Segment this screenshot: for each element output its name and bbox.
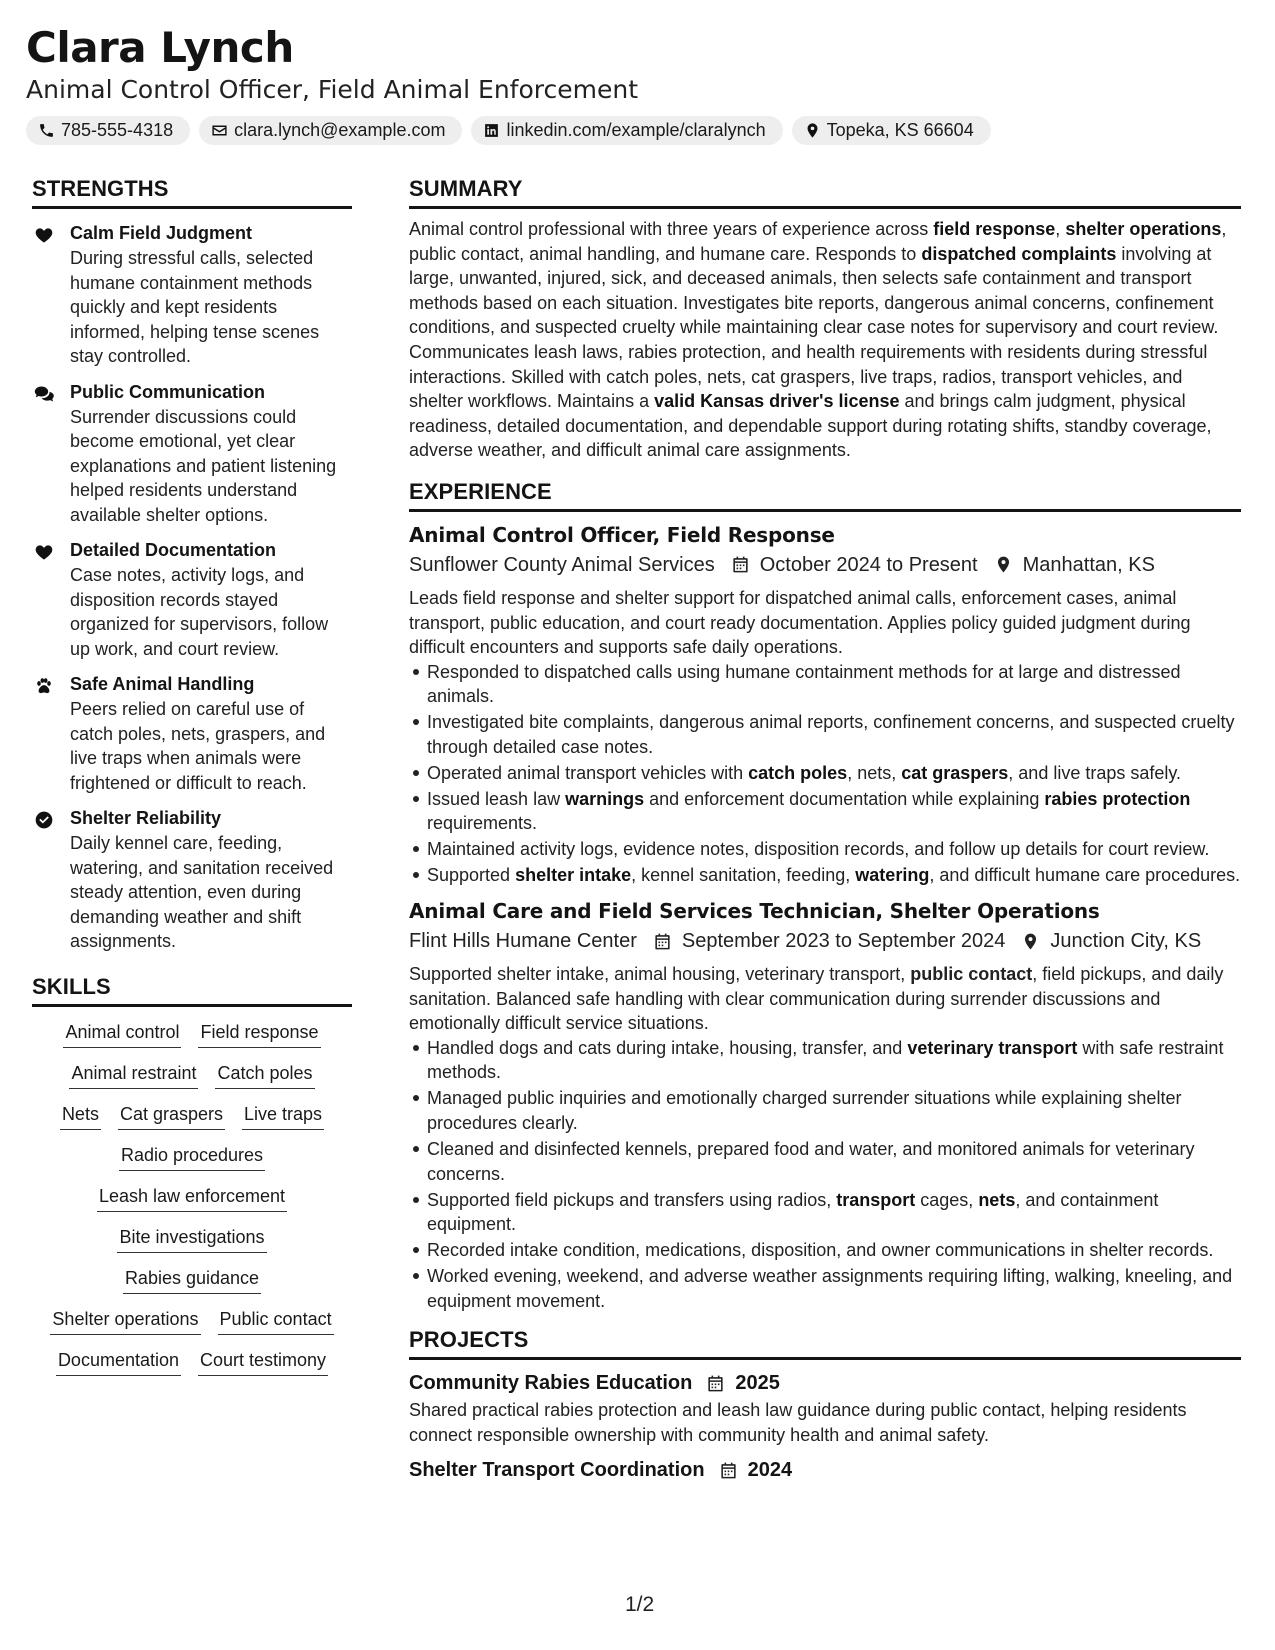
- strength-title: Shelter Reliability: [70, 808, 222, 828]
- skill-tag: Live traps: [242, 1099, 324, 1130]
- project-head: [409, 1368, 1241, 1398]
- candidate-title: Animal Control Officer, Field Animal Enforcement: [26, 75, 638, 104]
- linkedin-chip[interactable]: [471, 116, 782, 145]
- strength-title: Detailed Documentation: [70, 540, 277, 560]
- linkedin-text: linkedin.com/example/claralynch: [506, 120, 766, 140]
- email-text: clara.lynch@example.com: [234, 120, 446, 140]
- skill-tag: Leash law enforcement: [97, 1181, 287, 1212]
- strength-desc: Daily kennel care, feeding, watering, and sanitation received steady attention, even during demanding weather and shift assignments.: [70, 833, 334, 951]
- project-title: Community Rabies Education: [409, 1372, 693, 1395]
- job-dates: September 2023 to September 2024: [681, 930, 1006, 953]
- skill-tag: Catch poles: [215, 1058, 314, 1089]
- bullet-item: Issued leash law warnings and enforcement documentation while explaining rabies protection requirements.: [427, 787, 1241, 836]
- job-location: Junction City, KS: [1050, 930, 1202, 953]
- skill-tag: Court testimony: [198, 1345, 328, 1376]
- strength-desc: Peers relied on careful use of catch poles, nets, graspers, and live traps when animals were frightened or difficult to reach.: [70, 699, 326, 793]
- skill-row: [42, 1222, 342, 1253]
- heart-icon: [34, 542, 54, 562]
- skill-tag: Documentation: [56, 1345, 181, 1376]
- skill-row: [42, 1263, 342, 1294]
- bullet-item: Managed public inquiries and emotionally charged surrender situations while explaining shelter procedures clearly.: [427, 1086, 1241, 1135]
- paw-icon: [34, 676, 54, 696]
- candidate-name: Clara Lynch: [26, 23, 294, 72]
- phone-icon: [38, 122, 55, 139]
- skill-tag: Nets: [60, 1099, 101, 1130]
- skill-tag: Public contact: [218, 1304, 334, 1335]
- job-title: Animal Control Officer, Field Response: [409, 522, 835, 547]
- skill-row: [42, 1058, 342, 1089]
- skill-row: [42, 1017, 342, 1048]
- bullet-item: Recorded intake condition, medications, disposition, and owner communications in shelter records.: [427, 1238, 1241, 1263]
- job-company: Flint Hills Humane Center: [409, 930, 637, 953]
- calendar-icon: [653, 932, 672, 951]
- bullet-item: Cleaned and disinfected kennels, prepared food and water, and monitored animals for veterinary concerns.: [427, 1137, 1241, 1186]
- skill-tag: Animal control: [63, 1017, 181, 1048]
- phone-text: 785-555-4318: [61, 120, 174, 140]
- bullet-item: Handled dogs and cats during intake, housing, transfer, and veterinary transport with safe restraint methods.: [427, 1036, 1241, 1085]
- project-entry: [409, 1455, 1241, 1485]
- job-company: Sunflower County Animal Services: [409, 553, 715, 576]
- skill-tag: Animal restraint: [69, 1058, 198, 1089]
- strength-item: [32, 221, 352, 369]
- comments-icon: [34, 384, 54, 404]
- projects-heading: PROJECTS: [409, 1327, 1241, 1360]
- job-bullets: [409, 1036, 1241, 1313]
- strength-item: [32, 672, 352, 795]
- skill-row: [42, 1140, 342, 1171]
- linkedin-icon: [483, 122, 500, 139]
- resume-header: [26, 22, 1250, 145]
- strengths-heading: STRENGTHS: [32, 176, 352, 209]
- bullet-item: Operated animal transport vehicles with catch poles, nets, cat graspers, and live traps safely.: [427, 761, 1241, 786]
- map-pin-icon: [1021, 932, 1040, 951]
- map-pin-icon: [994, 555, 1013, 574]
- strength-item: [32, 538, 352, 661]
- job-bullets: [409, 660, 1241, 888]
- page-number: 1/2: [625, 1593, 655, 1616]
- project-year: 2025: [735, 1372, 780, 1395]
- job-entry: [409, 520, 1241, 888]
- strength-title: Safe Animal Handling: [70, 674, 255, 694]
- strength-title: Calm Field Judgment: [70, 223, 253, 243]
- job-description: Leads field response and shelter support for dispatched animal calls, enforcement cases, animal transport, public education, and court ready documentation. Applies policy guided judgment during difficult encounters and supports safe daily operations.: [409, 587, 1191, 658]
- skill-tag: Field response: [198, 1017, 320, 1048]
- strength-desc: Case notes, activity logs, and disposition records stayed organized for supervisors, follow up work, and court review.: [70, 565, 329, 659]
- strength-item: [32, 806, 352, 954]
- job-title: Animal Care and Field Services Technician, Shelter Operations: [409, 899, 1100, 924]
- skill-row: [42, 1345, 342, 1376]
- heart-icon: [34, 225, 54, 245]
- email-chip[interactable]: [199, 116, 462, 145]
- project-title: Shelter Transport Coordination: [409, 1459, 705, 1482]
- summary-text: Animal control professional with three years of experience across field response, shelter operations, public contact, animal handling, and humane care. Responds to dispatched complaints involving at large, unwanted, injured, sick, and deceased animals, then selects safe containment and transport methods based on each situation. Investigates bite reports, dangerous animal concerns, confinement conditions, and suspected cruelty while maintaining clear case notes for supervisory and court review. Communicates leash laws, rabies protection, and health requirements with residents during stressful interactions. Skilled with catch poles, nets, cat graspers, live traps, radios, transport vehicles, and shelter workflows. Maintains a valid Kansas driver's license and brings calm judgment, physical readiness, detailed documentation, and dependable support during rotating shifts, standby coverage, adverse weather, and difficult animal care assignments.: [409, 219, 1227, 461]
- right-column: [409, 176, 1241, 1485]
- bullet-item: Investigated bite complaints, dangerous animal reports, confinement concerns, and suspected cruelty through detailed case notes.: [427, 710, 1241, 759]
- skill-tag: Radio procedures: [119, 1140, 265, 1171]
- left-column: [32, 176, 352, 1376]
- summary-heading: SUMMARY: [409, 176, 1241, 209]
- skills-heading: SKILLS: [32, 974, 352, 1007]
- envelope-icon: [211, 122, 228, 139]
- bullet-item: Maintained activity logs, evidence notes, disposition records, and follow up details for court review.: [427, 837, 1241, 862]
- calendar-icon: [731, 555, 750, 574]
- strength-desc: Surrender discussions could become emotional, yet clear explanations and patient listening helped residents understand available shelter options.: [70, 406, 337, 525]
- job-meta: [409, 926, 1241, 956]
- skill-row: [42, 1304, 342, 1335]
- strength-desc: During stressful calls, selected humane containment methods quickly and kept residents informed, helping tense scenes stay controlled.: [70, 248, 320, 366]
- calendar-icon: [719, 1461, 738, 1480]
- strength-item: [32, 380, 352, 528]
- bullet-item: Supported shelter intake, kennel sanitation, feeding, watering, and difficult humane care procedures.: [427, 863, 1241, 888]
- bullet-item: Responded to dispatched calls using humane containment methods for at large and distressed animals.: [427, 660, 1241, 709]
- project-entry: [409, 1368, 1241, 1447]
- bullet-item: Worked evening, weekend, and adverse weather assignments requiring lifting, walking, kneeling, and equipment movement.: [427, 1264, 1241, 1313]
- skill-tag: Cat graspers: [118, 1099, 225, 1130]
- bullet-item: Supported field pickups and transfers using radios, transport cages, nets, and containment equipment.: [427, 1188, 1241, 1237]
- skill-tag: Rabies guidance: [123, 1263, 261, 1294]
- skill-tag: Bite investigations: [117, 1222, 266, 1253]
- check-circle-icon: [34, 810, 54, 830]
- map-pin-icon: [804, 122, 821, 139]
- location-text: Topeka, KS 66604: [826, 120, 974, 140]
- contact-bar: [26, 116, 1250, 145]
- project-description: Shared practical rabies protection and leash law guidance during public contact, helping residents connect responsible ownership with community health and animal safety.: [409, 1400, 1187, 1445]
- location-chip: [792, 116, 991, 145]
- skills-list: [32, 1017, 352, 1376]
- job-entry: [409, 896, 1241, 1313]
- project-head: [409, 1455, 1241, 1485]
- calendar-icon: [706, 1374, 725, 1393]
- job-dates: October 2024 to Present: [759, 553, 978, 576]
- skill-tag: Shelter operations: [50, 1304, 200, 1335]
- strengths-list: [32, 221, 352, 954]
- project-year: 2024: [747, 1459, 793, 1482]
- experience-heading: EXPERIENCE: [409, 479, 1241, 512]
- job-meta: [409, 550, 1241, 580]
- job-location: Manhattan, KS: [1022, 553, 1155, 576]
- skill-row: [42, 1181, 342, 1212]
- phone-chip[interactable]: [26, 116, 190, 145]
- skill-row: [42, 1099, 342, 1130]
- strength-title: Public Communication: [70, 381, 266, 402]
- job-description: Supported shelter intake, animal housing, veterinary transport, public contact, field pickups, and daily sanitation. Balanced safe handling with clear communication during surrender discussions and emotionally difficult service situations.: [409, 964, 1224, 1034]
